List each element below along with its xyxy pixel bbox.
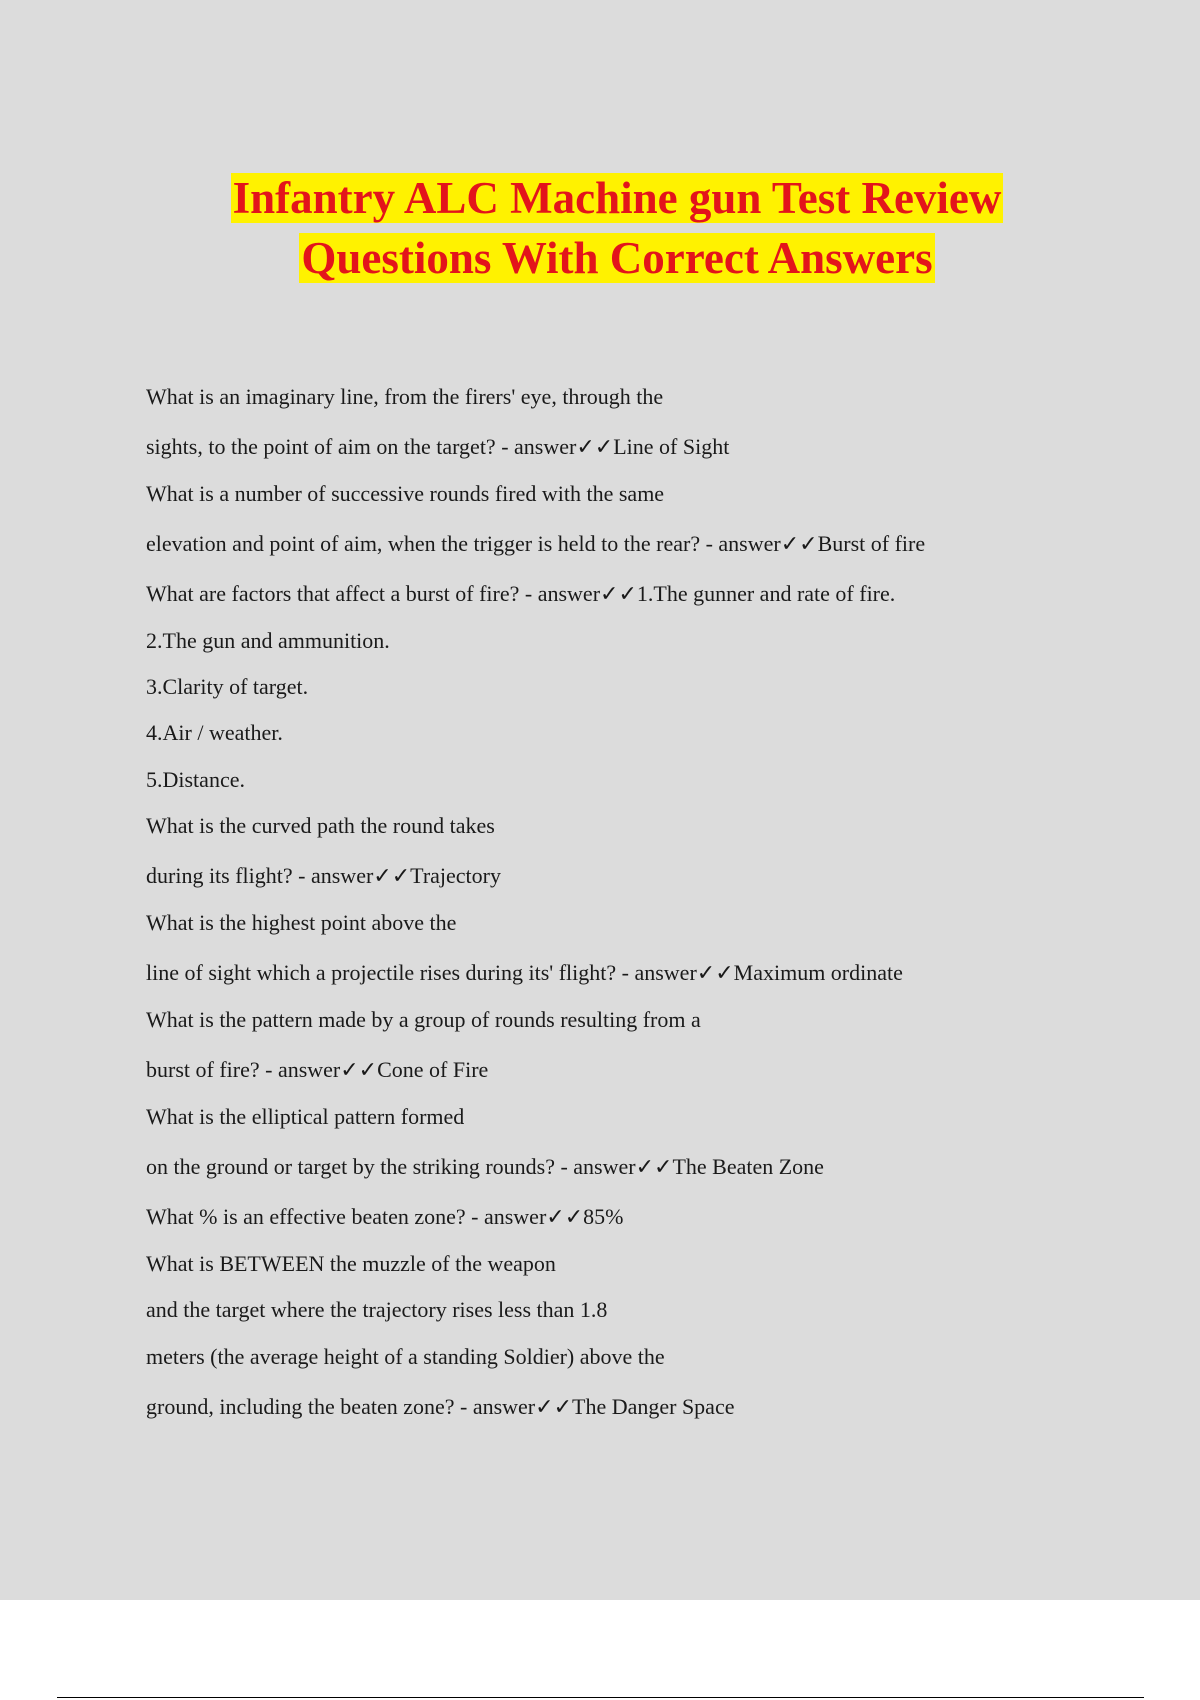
- question-line: What is the elliptical pattern formed: [146, 1104, 465, 1129]
- question-line: What is an imaginary line, from the firers' eye, through the: [146, 384, 664, 409]
- question-line: What is the pattern made by a group of rounds resulting from a: [146, 1007, 701, 1032]
- question-line: What is the highest point above the: [146, 910, 457, 935]
- list-item: 5.Distance.: [146, 767, 245, 792]
- answer-line: line of sight which a projectile rises during its' flight? - answer✓✓Maximum ordinate: [146, 960, 903, 985]
- question-line: meters (the average height of a standing Soldier) above the: [146, 1344, 665, 1369]
- question-line: What is BETWEEN the muzzle of the weapon: [146, 1251, 556, 1276]
- question-line: What is the curved path the round takes: [146, 813, 495, 838]
- document-title: [0, 168, 1200, 288]
- title-line: Questions With Correct Answers: [301, 233, 933, 283]
- answer-line: sights, to the point of aim on the target? - answer✓✓Line of Sight: [146, 434, 730, 459]
- question-line: What is a number of successive rounds fired with the same: [146, 481, 665, 506]
- list-item: 2.The gun and ammunition.: [146, 628, 390, 653]
- answer-line: What are factors that affect a burst of fire? - answer✓✓1.The gunner and rate of fire.: [146, 581, 896, 606]
- list-item: 4.Air / weather.: [146, 720, 283, 745]
- answer-line: burst of fire? - answer✓✓Cone of Fire: [146, 1057, 489, 1082]
- title-line: Infantry ALC Machine gun Test Review: [232, 173, 1002, 223]
- page-divider: [57, 1697, 1144, 1698]
- question-line: and the target where the trajectory rises less than 1.8: [146, 1297, 608, 1322]
- answer-line: on the ground or target by the striking rounds? - answer✓✓The Beaten Zone: [146, 1154, 824, 1179]
- list-item: 3.Clarity of target.: [146, 674, 309, 699]
- answer-line: elevation and point of aim, when the trigger is held to the rear? - answer✓✓Burst of fire: [146, 531, 926, 556]
- answer-line: during its flight? - answer✓✓Trajectory: [146, 863, 501, 888]
- answer-line: ground, including the beaten zone? - answer✓✓The Danger Space: [146, 1394, 735, 1419]
- answer-line: What % is an effective beaten zone? - answer✓✓85%: [146, 1204, 624, 1229]
